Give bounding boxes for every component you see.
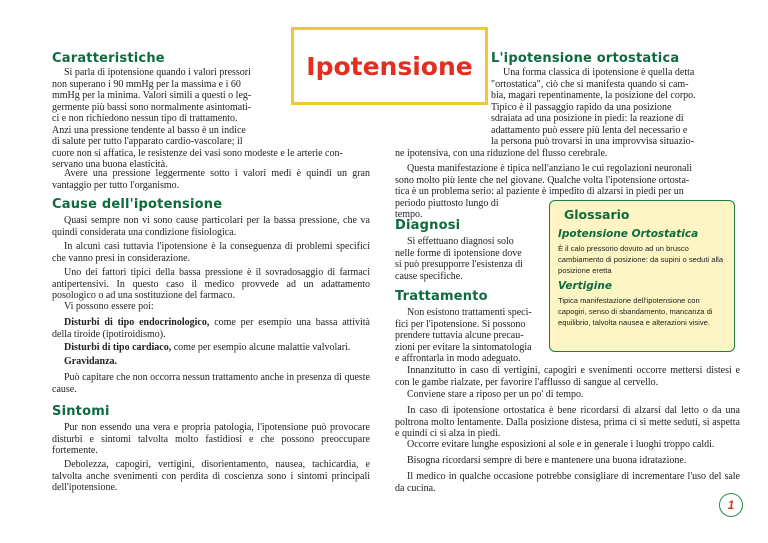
trattamento-p2: Innanzitutto in caso di vertigini, capogiri e svenimenti occorre mettersi distesi e con le gambe rialzate, per favorire l'afflusso di sangue al cervello. [395,365,740,388]
cause-item-endocrino [52,317,370,340]
text-line: tica è un problema serio: al paziente è impedito di alzarsi in piedi per un [395,186,684,197]
text-line: Si effettuano diagnosi solo [407,236,514,247]
bold-term: Disturbi di tipo endocrinologico, [64,317,210,328]
text-line: prendere tuttavia alcune precau- [395,330,524,341]
cause-item-cardiaco [52,342,370,354]
diagnosi-text [395,236,545,282]
item-text: come per esempio alcune malattie valvolari. [171,342,351,353]
text-line: mmHg per la minima. Valori simili a questi o leg- [52,90,252,101]
glossary-term-ortostatica: Ipotensione Ortostatica [558,228,699,240]
item-text: come per esempio una bassa attività della tiroide (ipotiroidismo). [52,317,370,340]
bold-term: Gravidanza. [64,356,118,367]
text-line: Una forma classica di ipotensione è quella detta [503,67,695,78]
caratteristiche-text [52,67,370,171]
glossary-term-vertigine: Vertigine [558,280,612,292]
trattamento-p5: Occorre evitare lunghe esposizioni al sole e in generale i luoghi troppo caldi. [407,439,715,450]
text-line: ci e non richiedono nessun tipo di trattamento. [52,113,238,124]
text-line: zioni per evitare la sintomatologia [395,341,532,353]
cause-p2: In alcuni casi tuttavia l'ipotensione è la conseguenza di problemi specifici che vanno presi in considerazione. [52,241,370,264]
text-line: periodo piuttosto lungo di [395,197,499,209]
text-line: nelle forme di ipotensione dove [395,247,522,259]
ortostatica-text [491,67,736,148]
glossary-heading: Glossario [564,207,630,222]
text-line: cuore non si affatica, le resistenze dei vasi sono modeste e le arterie con- [52,147,343,159]
bold-term: Disturbi di tipo cardiaco, [64,342,172,353]
text-line: sdraiata ad una posizione in piedi: la reazione di [491,113,684,124]
cause-item-gravidanza [52,356,370,368]
heading-ortostatica: L'ipotensione ortostatica [491,51,680,66]
heading-trattamento: Trattamento [395,289,488,304]
trattamento-text [395,307,545,365]
trattamento-p4: In caso di ipotensione ortostatica è bene ricordarsi di alzarsi dal letto o da una poltrona molto lentamente. Dalla posizione distesa, prima ci si mette seduti, si aspetta e quindi ci si alza in piedi. [395,405,740,439]
sintomi-p1: Pur non essendo una vera e propria patologia, l'ipotensione può provocare disturbi e sintomi talvolta molto fastidiosi e che possono preoccupare fortemente. [52,422,370,456]
heading-cause: Cause dell'ipotensione [52,197,223,212]
text-line: non superano i 90 mmHg per la massima e i 60 [52,78,241,90]
text-line: servano una buona elasticità. [52,159,168,170]
text-line: adattamento può essere più lenta del necessario e [491,124,688,136]
ortostatica-end-line: ne ipotensiva, con una riduzione del flusso cerebrale. [395,148,608,159]
glossary-def-ortostatica: È il calo pressorio dovuto ad un brusco cambiamento di posizione: da supini o seduti alla posizione eretta [558,244,724,275]
glossary-box [549,200,735,352]
text-line: di salute per tutto l'apparato cardio-vascolare; il [52,136,243,147]
cause-p3: Uno dei fattori tipici della bassa pressione è il sovradosaggio di farmaci antipertensivi. In questo caso il medico provvede ad un adattamento posologico o ad una sostituzione del farmaco. [52,267,370,301]
text-line: Tipico è il passaggio rapido da una posizione [491,101,672,113]
text-line: germente più bassi sono normalmente asintomati- [52,101,252,113]
glossary-def-vertigine: Tipica manifestazione dell'ipotensione con capogiri, senso di sbandamento, mancanza di equilibrio, talvolta nausea e alterazioni visive. [558,296,713,327]
text-line: tempo. [395,209,423,220]
heading-sintomi: Sintomi [52,404,110,419]
trattamento-p6: Bisogna ricordarsi sempre di bere e mantenere una buona idratazione. [407,455,687,466]
text-line: sono molto più lente che nel giovane. Qualche volta l'ipotensione ortosta- [395,174,690,186]
text-line: Si parla di ipotensione quando i valori pressori [64,67,251,78]
cause-p5: Può capitare che non occorra nessun trattamento anche in presenza di queste cause. [52,372,370,395]
heading-diagnosi: Diagnosi [395,218,461,233]
trattamento-p3: Conviene stare a riposo per un po' di tempo. [407,389,584,400]
text-line: si può presupporre l'esistenza di [395,259,523,270]
cause-p1: Quasi sempre non vi sono cause particolari per la bassa pressione, che va quindi considerata una condizione fisiologica. [52,215,370,238]
text-line: bia, magari repentinamente, la posizione del corpo. [491,90,696,101]
text-line: Questa manifestazione è tipica nell'anziano le cui regolazioni neuronali [407,163,693,174]
caratteristiche-p2: Avere una pressione leggermente sotto i valori medi è quindi un gran vantaggio per tutto l'organismo. [52,168,370,191]
sintomi-p2: Debolezza, capogiri, vertigini, disorientamento, nausea, tachicardia, e talvolta anche svenimenti con perdita di coscienza sono i sintomi principali dell'ipotensione. [52,459,370,493]
trattamento-p7: Il medico in qualche occasione potrebbe consigliare di incrementare l'uso del sale da cucina. [395,471,740,494]
text-line: Non esistono trattamenti speci- [407,307,532,318]
page-number: 1 [719,493,743,517]
text-line: cause specifiche. [395,270,463,282]
text-line: e affrontarla in modo adeguato. [395,353,521,364]
heading-caratteristiche: Caratteristiche [52,51,165,66]
text-line: Anzi una pressione tendente al basso è un indice [52,124,246,136]
text-line: la persona può trovarsi in una improvvisa situazio- [491,136,695,147]
text-line: "ortostatica", ciò che si manifesta quando si cam- [491,78,689,90]
cause-p4: Vi possono essere poi: [64,301,154,312]
page-title: Ipotensione [306,51,473,81]
text-line: fici per l'ipotensione. Si possono [395,318,526,330]
